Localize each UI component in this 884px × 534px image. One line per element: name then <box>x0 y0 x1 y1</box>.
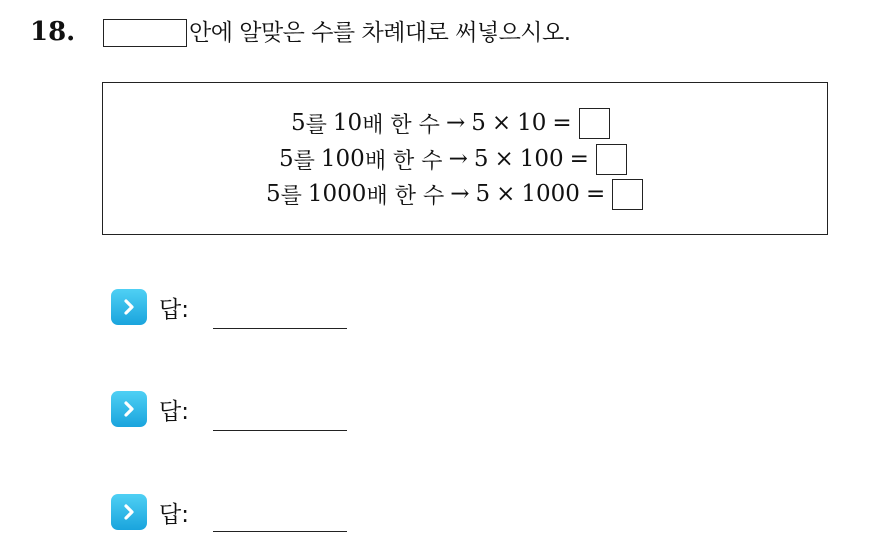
arrow-symbol: → <box>448 146 468 172</box>
answer-input-line-1[interactable] <box>213 328 347 329</box>
answer-blank-2[interactable] <box>596 144 627 175</box>
chevron-right-icon <box>111 391 147 427</box>
answer-label: 답: <box>159 296 189 323</box>
chevron-right-icon <box>111 289 147 325</box>
question-text: 안에 알맞은 수를 차례대로 써넣으시오. <box>189 20 571 46</box>
equation-line-1: 5 를 10 배 한 수 → 5 × 10 = <box>291 106 610 140</box>
equation-line-3: 5 를 1000 배 한 수 → 5 × 1000 = <box>266 177 643 211</box>
question-number: 18. <box>30 17 76 47</box>
answer-input-line-2[interactable] <box>213 430 347 431</box>
answer-row-1 <box>111 287 189 327</box>
chevron-right-icon <box>111 494 147 530</box>
arrow-symbol: → <box>450 181 470 207</box>
answer-row-3 <box>111 492 189 532</box>
answer-label: 답: <box>159 501 189 528</box>
answer-blank-1[interactable] <box>579 108 610 139</box>
answer-row-2 <box>111 389 189 429</box>
question-line <box>103 16 571 50</box>
equation-line-2: 5 를 100 배 한 수 → 5 × 100 = <box>279 142 627 176</box>
answer-label: 답: <box>159 398 189 425</box>
answer-blank-3[interactable] <box>612 179 643 210</box>
answer-input-line-3[interactable] <box>213 531 347 532</box>
arrow-symbol: → <box>445 110 466 136</box>
inline-blank-box <box>103 19 187 47</box>
